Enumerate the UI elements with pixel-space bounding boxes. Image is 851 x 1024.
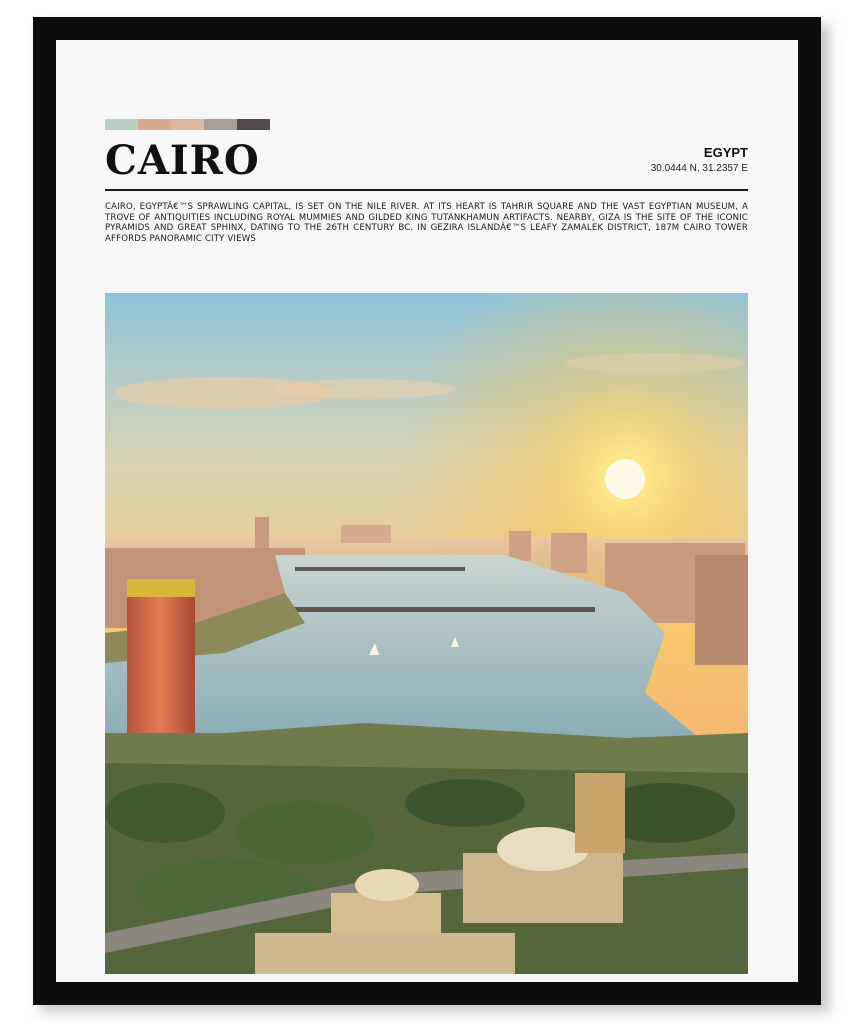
country-label: EGYPT xyxy=(703,145,748,160)
poster-mat xyxy=(56,40,798,982)
divider-rule xyxy=(105,189,748,191)
coordinates-label: 30.0444 N, 31.2357 E xyxy=(650,163,748,174)
cairo-skyline-illustration xyxy=(105,293,748,974)
travel-poster xyxy=(105,119,748,959)
city-title: CAIRO xyxy=(105,137,260,184)
palette-swatch-3 xyxy=(171,119,204,130)
picture-frame xyxy=(33,17,821,1005)
city-photo xyxy=(105,293,748,974)
palette-swatch-1 xyxy=(105,119,138,130)
color-palette xyxy=(105,119,270,130)
city-description: CAIRO, EGYPTÂ€™S SPRAWLING CAPITAL, IS SET ON THE NILE RIVER. AT ITS HEART IS TAHRIR SQUARE AND THE VAST EGYPTIAN MUSEUM, A TROVE OF ANTIQUITIES INCLUDING ROYAL MUMMIES AND GILDED KING TUTANKHAMUN ARTIFACTS. NEARBY, GIZA IS THE SITE OF THE ICONIC PYRAMIDS AND GREAT SPHINX, DATING TO THE 26TH CENTURY BC. IN GEZIRA ISLANDÂ€™S LEAFY ZAMALEK DISTRICT, 187M CAIRO TOWER AFFORDS PANORAMIC CITY VIEWS xyxy=(105,202,748,244)
palette-swatch-4 xyxy=(204,119,237,130)
palette-swatch-5 xyxy=(237,119,270,130)
palette-swatch-2 xyxy=(138,119,171,130)
